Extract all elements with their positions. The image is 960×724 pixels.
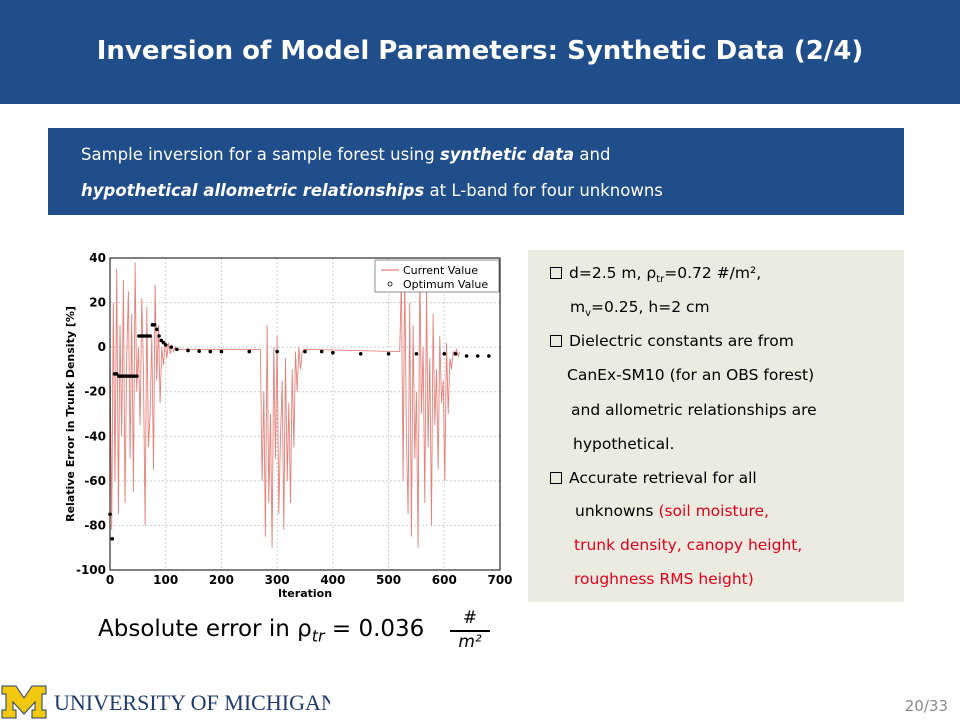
banner-emphasis: synthetic data: [439, 145, 575, 164]
banner-text: at L-band for four unknowns: [424, 181, 663, 200]
series-marker-optimum-value: [465, 354, 469, 358]
series-marker-optimum-value: [155, 328, 159, 332]
legend-label-current-value: Current Value: [403, 264, 479, 277]
y-tick-label: 20: [89, 295, 106, 310]
note-3-line-1: [550, 469, 757, 487]
fraction-denominator: m²: [458, 632, 482, 652]
checkbox-bullet-icon: [550, 335, 562, 347]
block-m-logo-icon: [0, 680, 330, 720]
series-marker-optimum-value: [175, 348, 179, 352]
note-1-line-1: [550, 264, 761, 285]
series-marker-optimum-value: [220, 350, 224, 354]
x-tick-label: 100: [153, 573, 179, 587]
x-tick-label: 0: [105, 573, 115, 587]
checkbox-bullet-icon: [550, 472, 562, 484]
series-marker-optimum-value: [476, 354, 480, 358]
note-2-line-1: [550, 332, 794, 350]
chart-svg: [60, 240, 520, 608]
series-marker-optimum-value: [153, 323, 157, 327]
series-marker-optimum-value: [415, 352, 419, 356]
note-3-line-4: roughness RMS height): [574, 570, 754, 588]
note-2-line-3: and allometric relationships are: [571, 401, 817, 419]
series-marker-optimum-value: [157, 334, 161, 338]
logo-wordmark: UNIVERSITY OF MICHIGAN: [54, 690, 330, 715]
series-marker-optimum-value: [303, 350, 307, 354]
note-subscript: v: [585, 308, 592, 320]
formula-fraction: [450, 608, 490, 652]
page-number: 20/33: [904, 697, 948, 715]
series-marker-optimum-value: [247, 350, 251, 354]
x-tick-label: 700: [487, 573, 513, 587]
university-logo: [0, 680, 330, 720]
note-3-line-2: [575, 502, 769, 520]
series-marker-optimum-value: [487, 354, 491, 358]
banner-text: and: [574, 145, 611, 164]
series-marker-optimum-value: [454, 352, 458, 356]
inversion-chart: [60, 240, 520, 608]
note-2-line-4: hypothetical.: [573, 435, 675, 453]
y-tick-label: -20: [84, 384, 106, 399]
series-marker-optimum-value: [186, 349, 190, 353]
summary-banner: [48, 128, 904, 215]
note-text: m: [570, 298, 586, 316]
x-tick-label: 400: [320, 573, 346, 587]
y-axis-label: Relative Error in Trunk Density [%]: [64, 306, 77, 522]
note-text: Dielectric constants are from: [569, 332, 794, 350]
note-3-line-3: trunk density, canopy height,: [574, 536, 803, 554]
banner-emphasis: hypothetical allometric relationships: [81, 181, 425, 200]
x-axis-label: Iteration: [277, 587, 333, 600]
series-marker-optimum-value: [275, 350, 279, 354]
fraction-numerator: #: [450, 608, 490, 632]
note-1-line-2: [570, 298, 710, 319]
series-marker-optimum-value: [164, 343, 168, 347]
y-tick-label: -80: [84, 518, 106, 533]
y-tick-label: -40: [84, 429, 106, 444]
note-2-line-2: CanEx-SM10 (for an OBS forest): [567, 366, 815, 384]
absolute-error-formula: [98, 606, 518, 666]
series-marker-optimum-value: [387, 352, 391, 356]
x-tick-label: 200: [208, 573, 234, 587]
note-text: Accurate retrieval for all: [569, 469, 757, 487]
slide-title: Inversion of Model Parameters: Synthetic Data (2/4): [96, 36, 864, 66]
notes-panel: [528, 250, 904, 602]
series-marker-optimum-value: [208, 350, 212, 354]
series-marker-optimum-value: [359, 352, 363, 356]
series-marker-optimum-value: [320, 350, 324, 354]
note-text: unknowns: [575, 502, 659, 520]
y-tick-label: -100: [75, 563, 106, 577]
series-marker-optimum-value: [331, 351, 335, 355]
series-marker-optimum-value: [148, 334, 152, 338]
x-tick-label: 500: [376, 573, 402, 587]
legend-label-optimum-value: Optimum Value: [403, 278, 489, 291]
banner-line-1: [81, 145, 610, 164]
banner-text: Sample inversion for a sample forest using: [81, 145, 440, 164]
formula-text: [98, 616, 424, 646]
checkbox-bullet-icon: [550, 267, 562, 279]
series-marker-optimum-value: [197, 349, 201, 353]
series-marker-optimum-value: [135, 374, 139, 378]
series-marker-optimum-value: [169, 345, 173, 349]
formula-value: = 0.036: [324, 616, 425, 642]
note-text: =0.72 #/m²,: [664, 264, 762, 282]
note-text: d=2.5 m, ρ: [569, 264, 657, 282]
note-text: =0.25, h=2 cm: [591, 298, 710, 316]
y-tick-label: 40: [89, 251, 106, 265]
formula-label: Absolute error in ρ: [98, 616, 312, 642]
plot-area: [110, 258, 500, 570]
note-red-text: (soil moisture,: [658, 502, 769, 520]
y-tick-label: 0: [97, 340, 106, 355]
note-subscript: tr: [656, 274, 665, 286]
x-tick-label: 300: [264, 573, 290, 587]
x-tick-label: 600: [431, 573, 457, 587]
y-tick-label: -60: [84, 473, 106, 488]
series-marker-optimum-value: [110, 537, 114, 541]
title-bar: [0, 0, 960, 104]
formula-subscript: tr: [311, 626, 325, 646]
series-marker-optimum-value: [442, 352, 446, 356]
banner-line-2: [81, 181, 663, 200]
